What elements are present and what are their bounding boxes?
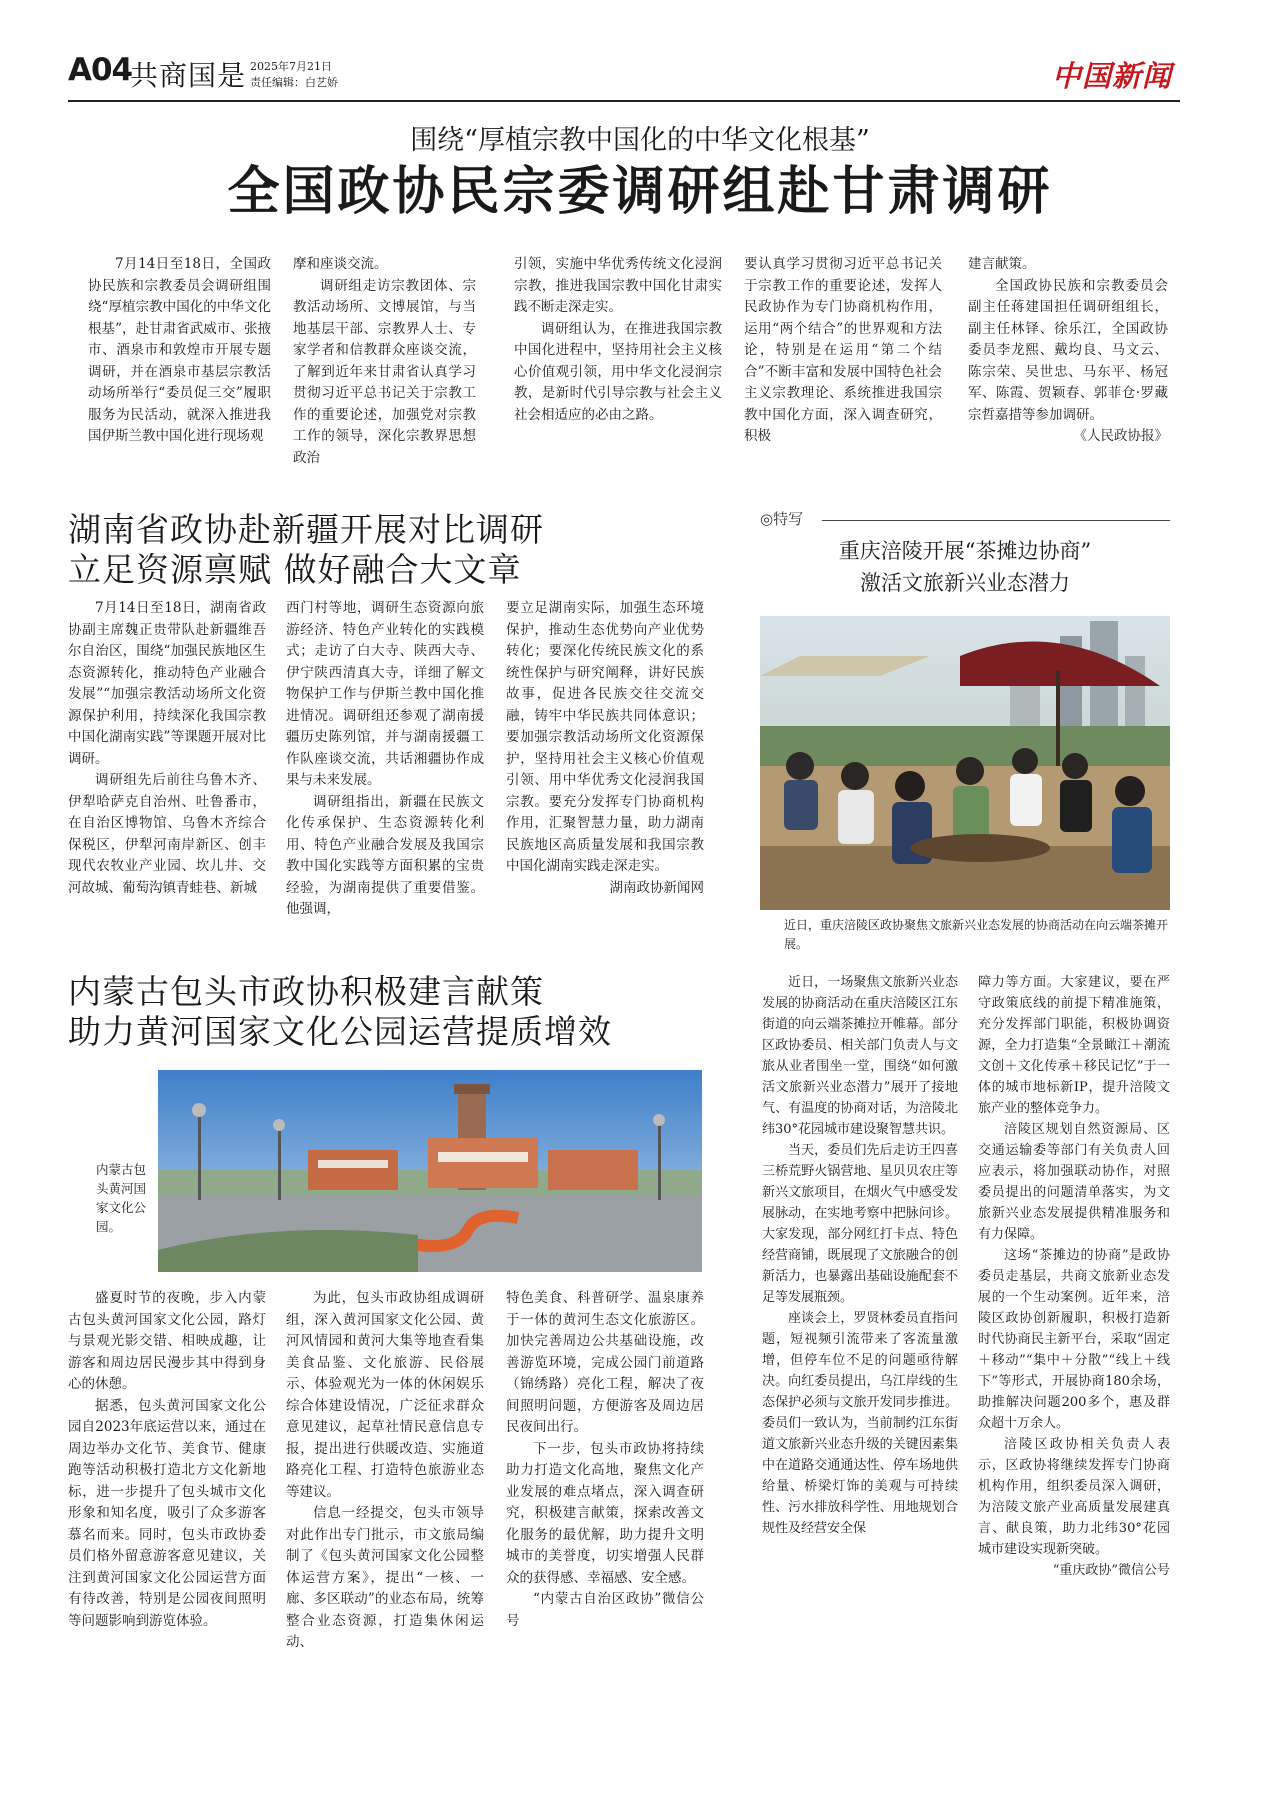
article1-paragraph: 全国政协民族和宗教委员会副主任蒋建国担任调研组组长，副主任林铎、徐乐江，全国政协委员李龙熙、戴均良、马文云、陈宗荣、吴世忠、马东平、杨冠军、陈霞、贺颖春、郭菲仓·罗藏宗哲嘉措等参加调研。	[968, 277, 1168, 423]
article1-col1	[88, 254, 271, 472]
article1-paragraph: 调研组认为，在推进我国宗教中国化进程中，坚持用社会主义核心价值观引领，用中华文化浸润宗教，是新时代引导宗教与社会主义社会相适应的必由之路。	[514, 320, 722, 423]
article3-source: “重庆政协”微信公号	[1052, 1563, 1170, 1578]
article4-col1	[68, 1288, 266, 1758]
article2-headline-line2: 立足资源禀赋 做好融合大文章	[68, 550, 522, 589]
article2-source: 湖南政协新闻网	[609, 879, 704, 896]
article2-paragraph: 调研组指出，新疆在民族文化传承保护、生态资源转化利用、特色产业融合发展及我国宗教中国化实践等方面积累的宝贵经验，为湖南提供了重要借鉴。他强调，	[286, 793, 484, 917]
article1-kicker: 围绕“厚植宗教中国化的中华文化根基”	[410, 125, 870, 156]
article4-paragraph: 为此，包头市政协组成调研组，深入黄河国家文化公园、黄河风情园和黄河大集等地查看集美食品鉴、文化旅游、民俗展示、体验观光为一体的休闲娱乐综合体建设情况，广泛征求群众意见建议，起草社情民意信息专报，提出进行供暖改造、实施道路亮化工程、打造特色旅游业态等建议。	[286, 1290, 484, 1500]
article1-paragraph: 摩和座谈交流。	[293, 256, 388, 272]
article1-source: 《人民政协报》	[1073, 428, 1168, 444]
article3-paragraph: 这场“茶摊边的协商”是政协委员走基层，共商文旅新业态发展的一个生动案例。近年来，涪陵区政协创新履职，积极打造新时代协商民主新平台，采取“固定＋移动”“集中＋分散”“线上＋线下”等形式，开展协商180余场，助推解决问题200多个，惠及群众超十万余人。	[978, 1248, 1170, 1431]
article1-col3	[514, 254, 722, 472]
article3-col1	[762, 972, 958, 1760]
article1-paragraph: 建言献策。	[968, 256, 1036, 272]
article3-paragraph: 障力等方面。大家建议，要在严守政策底线的前提下精准施策，充分发挥部门职能，积极协调资源，全力打造集“全景瞰江＋潮流文创＋文化传承＋移民记忆”于一体的城市地标新IP，提升涪陵文旅产业的整体竞争力。	[978, 975, 1170, 1116]
article4-paragraph: 信息一经提交，包头市领导对此作出专门批示，市文旅局编制了《包头黄河国家文化公园整体运营方案》，提出“一核、一廊、多区联动”的业态布局，统筹整合业态资源，打造集休闲运动、	[286, 1505, 484, 1650]
article1-col5	[968, 254, 1168, 474]
page-number: A04	[68, 52, 133, 88]
section-name: 共商国是	[130, 59, 247, 92]
article3-photo-caption: 近日，重庆涪陵区政协聚焦文旅新兴业态发展的协商活动在向云端茶摊开展。	[784, 918, 1169, 951]
article1-paragraph: 调研组走访宗教团体、宗教活动场所、文博展馆，与当地基层干部、宗教界人士、专家学者和信教群众座谈交流，了解到近年来甘肃省认真学习贯彻习近平总书记关于宗教工作的重要论述，加强党对宗教工作的领导，深化宗教界思想政治	[293, 277, 476, 466]
masthead	[68, 52, 1180, 102]
article3-col2	[978, 972, 1170, 1762]
tea-stall-consultation-photo	[760, 616, 1170, 910]
article2-paragraph: 西门村等地，调研生态资源向旅游经济、特色产业转化的实践模式；走访了白大寺、陕西大寺、伊宁陕西清真大寺，详细了解文物保护工作与伊斯兰教中国化推进情况。调研组还参观了湖南援疆历史陈列馆，并与湖南援疆工作队座谈交流，共话湘疆协作成果与未来发展。	[286, 600, 484, 788]
article3-headline-line1: 重庆涪陵开展“茶摊边协商”	[838, 539, 1092, 563]
yellow-river-park-photo	[158, 1070, 702, 1272]
article4-paragraph: 下一步，包头市政协将持续助力打造文化高地，聚焦文化产业发展的难点堵点，深入调查研究，积极建言献策，探索改善文化服务的最优解，助力提升文明城市的美誉度，切实增强人民群众的获得感、幸福感、安全感。	[506, 1440, 704, 1586]
article2-col2	[286, 598, 484, 948]
article3-paragraph: 座谈会上，罗贤林委员直指问题，短视频引流带来了客流量激增，但停车位不足的问题亟待解决。向红委员提出，乌江岸线的生态保护必须与文旅开发同步推进。委员们一致认为，当前制约江东街道文旅新兴业态升级的关键因素集中在道路交通通达性、停车场地供给量、桥梁灯饰的美观与可持续性、污水排放科学性、用地规划合规性及经营安全保	[762, 1311, 958, 1536]
article1-headline: 全国政协民宗委调研组赴甘肃调研	[227, 162, 1053, 222]
article4-headline-line2: 助力黄河国家文化公园运营提质增效	[68, 1012, 612, 1051]
feature-tag: ◎特写	[760, 510, 804, 528]
article4-col2	[286, 1288, 484, 1758]
article2-paragraph: 要立足湖南实际，加强生态环境保护，推动生态优势向产业优势转化；要深化传统民族文化的系统性保护与研究阐释，讲好民族故事，促进各民族交往交流交融，铸牢中华民族共同体意识；要加强宗教活动场所文化资源保护，坚持用社会主义核心价值观引领、用中华优秀文化浸润我国宗教。要充分发挥专门协商机构作用，汇聚智慧力量，助力湖南民族地区高质量发展和我国宗教中国化湖南实践走深走实。	[506, 600, 704, 874]
article4-paragraph: 据悉，包头黄河国家文化公园自2023年底运营以来，通过在周边举办文化节、美食节、健康跑等活动积极打造北方文化新地标，进一步提升了包头城市文化形象和知名度，吸引了众多游客慕名而来。同时，包头市政协委员们格外留意游客意见建议，关注到黄河国家文化公园运营方面有待改善，特别是公园夜间照明等问题影响到游览体验。	[68, 1397, 266, 1629]
article3-paragraph: 近日，一场聚焦文旅新兴业态发展的协商活动在重庆涪陵区江东街道的向云端茶摊拉开帷幕。部分区政协委员、相关部门负责人与文旅从业者围坐一堂，围绕“如何激活文旅新兴业态潜力”展开了接地气、有温度的协商对话，为涪陵北纬30°花园城市建设聚智慧共识。	[762, 975, 958, 1137]
article3-paragraph: 涪陵区政协相关负责人表示，区政协将继续发挥专门协商机构作用，组织委员深入调研，为涪陵文旅产业高质量发展建真言、献良策，助力北纬30°花园城市建设实现新突破。	[978, 1437, 1170, 1557]
article2-paragraph: 调研组先后前往乌鲁木齐、伊犁哈萨克自治州、吐鲁番市，在自治区博物馆、乌鲁木齐综合保税区，伊犁河南岸新区、创丰现代农牧业产业园、坎儿井、交河故城、葡萄沟镇青蛙巷、新城	[68, 772, 266, 896]
issue-date: 2025年7月21日	[250, 60, 332, 73]
article3-paragraph: 涪陵区规划自然资源局、区交通运输委等部门有关负责人回应表示，将加强联动协作，对照委员提出的问题清单落实，为文旅新兴业态发展提供精准服务和有力保障。	[978, 1122, 1170, 1242]
article1-paragraph: 7月14日至18日，全国政协民族和宗教委员会调研组围绕“厚植宗教中国化的中华文化根基”，赴甘肃省武威市、张掖市、酒泉市和敦煌市开展专题调研，并在酒泉市基层宗教活动场所举行“委员促三交”履职服务为民活动，就深入推进我国伊斯兰教中国化进行现场观	[88, 256, 271, 444]
article3-paragraph: 当天，委员们先后走访王四喜三桥荒野火锅营地、星贝贝农庄等新兴文旅项目，在烟火气中感受发展脉动，在实地考察中把脉问诊。大家发现，部分网红打卡点、特色经营商铺，既展现了文旅融合的创新活力，也暴露出基础设施配套不足等发展瓶颈。	[762, 1143, 958, 1305]
article1-col2	[293, 254, 476, 472]
article2-headline-line1: 湖南省政协赴新疆开展对比调研	[68, 510, 544, 549]
article4-photo-caption: 内蒙古包头黄河国家文化公园。	[96, 1162, 147, 1234]
article2-col1	[68, 598, 266, 948]
article4-headline-line1: 内蒙古包头市政协积极建言献策	[68, 972, 544, 1011]
feature-tag-rule	[822, 520, 1170, 521]
article4-col3	[506, 1288, 704, 1760]
article2-paragraph: 7月14日至18日，湖南省政协副主席魏正贵带队赴新疆维吾尔自治区，围绕“加强民族地区生态资源转化，推动特色产业融合发展”“加强宗教活动场所文化资源保护利用，持续深化我国宗教中国化湖南实践”等课题开展对比调研。	[68, 600, 266, 767]
newspaper-logo: 中国新闻	[1051, 59, 1172, 93]
editor-credit: 责任编辑：白艺娇	[250, 76, 338, 89]
article1-paragraph: 引领，实施中华优秀传统文化浸润宗教，推进我国宗教中国化甘肃实践不断走深走实。	[514, 256, 722, 315]
article2-col3	[506, 598, 704, 948]
article4-paragraph: 特色美食、科普研学、温泉康养于一体的黄河生态文化旅游区。加快完善周边公共基础设施，改善游览环境，完成公园门前道路（锦绣路）亮化工程，解决了夜间照明问题，方便游客及周边居民夜间出行。	[506, 1290, 704, 1435]
article1-col4	[744, 254, 942, 472]
article3-headline-line2: 激活文旅新兴业态潜力	[860, 571, 1070, 595]
article1-paragraph: 要认真学习贯彻习近平总书记关于宗教工作的重要论述，发挥人民政协作为专门协商机构作用，运用“两个结合”的世界观和方法论，特别是在运用“第二个结合”不断丰富和发展中国特色社会主义宗教理论、系统推进我国宗教中国化方面，深入调查研究，积极	[744, 256, 942, 444]
article4-paragraph: 盛夏时节的夜晚，步入内蒙古包头黄河国家文化公园，路灯与景观光影交错、相映成趣，让游客和周边居民漫步其中得到身心的休憩。	[68, 1290, 266, 1392]
article4-source: “内蒙古自治区政协”微信公号	[506, 1591, 704, 1629]
